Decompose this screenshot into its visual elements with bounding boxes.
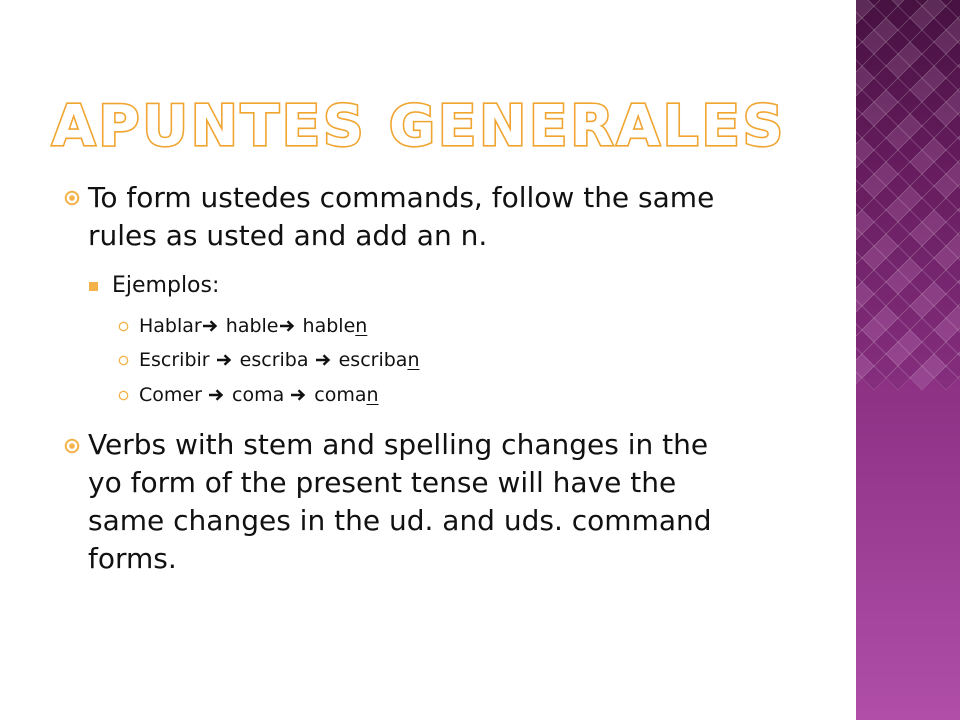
- right-arrow-icon: [208, 388, 226, 402]
- example-item: [139, 382, 379, 408]
- circled-dot-icon: [64, 190, 80, 206]
- right-arrow-icon: [216, 353, 234, 367]
- decorative-side-panel: [856, 0, 960, 720]
- example-ud-form: hable: [225, 315, 279, 337]
- bullet-line: yo form of the present tense will have the: [88, 466, 677, 499]
- circled-dot-icon: [64, 438, 80, 454]
- right-arrow-icon: [290, 388, 308, 402]
- example-uds-stem: escriba: [332, 349, 408, 371]
- example-ud-form: escriba: [233, 349, 315, 371]
- example-item: [139, 313, 367, 339]
- example-infinitive: Escribir: [139, 349, 216, 371]
- bullet-line: forms.: [88, 542, 177, 575]
- right-arrow-icon: [202, 319, 220, 333]
- square-bullet-icon: [89, 282, 98, 291]
- bullet-item: [88, 426, 818, 578]
- example-infinitive: Hablar: [139, 315, 202, 337]
- bullet-item: [88, 179, 818, 255]
- hollow-circle-icon: [118, 390, 129, 401]
- hollow-circle-icon: [118, 321, 129, 332]
- example-uds-ending: n: [355, 315, 368, 337]
- example-uds-ending: n: [366, 384, 379, 406]
- sub-bullet-label: Ejemplos:: [112, 273, 220, 298]
- example-item: [139, 347, 419, 373]
- hollow-circle-icon: [118, 355, 129, 366]
- bullet-line: rules as usted and add an n.: [88, 219, 488, 252]
- example-ud-form: coma: [225, 384, 291, 406]
- bullet-line: same changes in the ud. and uds. command: [88, 504, 712, 537]
- example-infinitive: Comer: [139, 384, 208, 406]
- example-uds-ending: n: [407, 349, 420, 371]
- right-arrow-icon: [279, 319, 297, 333]
- diamond-pattern: [856, 0, 960, 720]
- example-uds-stem: hable: [302, 315, 356, 337]
- example-uds-stem: coma: [308, 384, 367, 406]
- bullet-line: To form ustedes commands, follow the same: [88, 181, 715, 214]
- slide-title-text: APUNTES GENERALES: [52, 94, 787, 154]
- right-arrow-icon: [315, 353, 333, 367]
- bullet-line: Verbs with stem and spelling changes in the: [88, 428, 709, 461]
